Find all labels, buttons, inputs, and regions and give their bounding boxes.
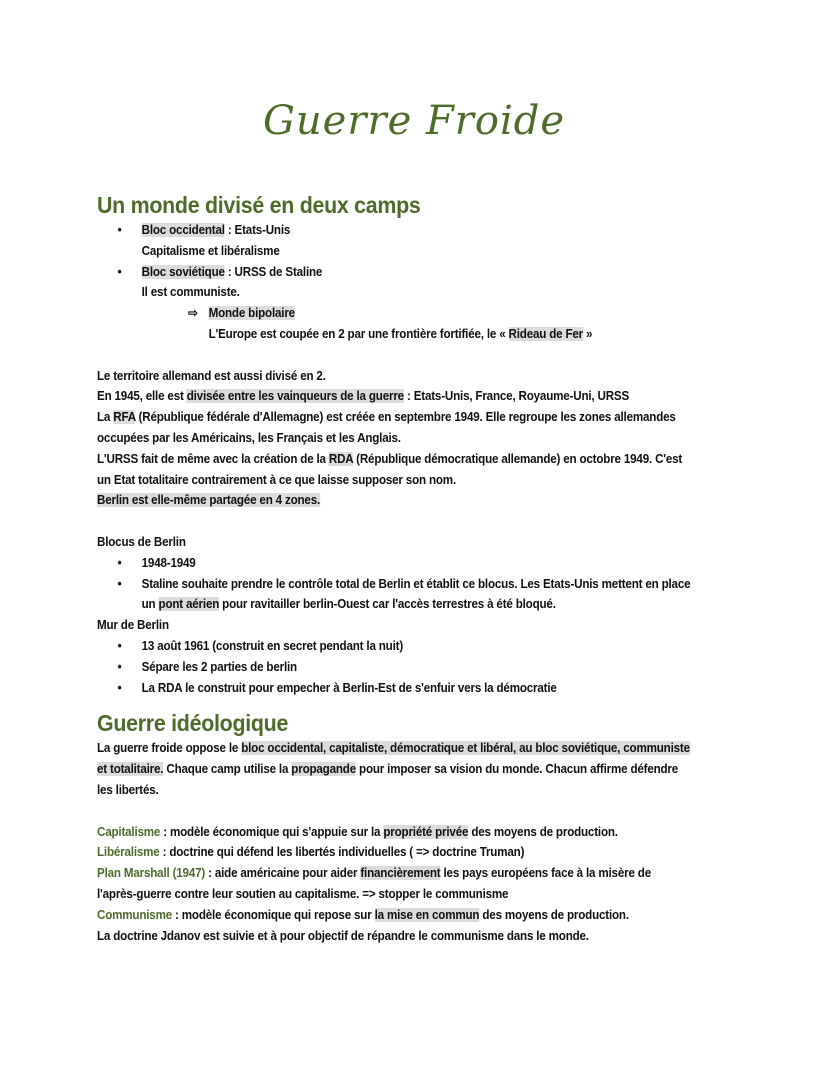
allemagne-line-rda: L'URSS fait de même avec la création de la RDA (République démocratique allemande) en octobre 1949. C'est un Etat totalitaire contrairement à ce que laisse supposer son nom. [97,451,683,487]
list-item-bloc-occidental [97,220,692,262]
list-item: • La RDA le construit pour empecher à Berlin-Est de s'enfuir vers la démocratie [97,678,692,699]
berlin-zones-highlight: Berlin est elle-même partagée en 4 zones. [97,493,321,508]
rideau-de-fer: Rideau de Fer [508,326,583,341]
definition-liberalisme: Libéralisme : doctrine qui défend les libertés individuelles ( => doctrine Truman) [97,845,525,860]
propriete-privee-highlight: propriété privée [383,824,469,839]
ideologique-paragraph: La guerre froide oppose le bloc occidental, capitaliste, démocratique et libéral, au bloc soviétique, communiste et totalitaire. Chaque camp utilise la propagande pour imposer sa vision du monde. Chacun affirme défendre les libertés. [97,741,690,797]
definition-plan-marshall: Plan Marshall (1947) : aide américaine pour aider financièrement les pays européens face à la misère de l'après-guerre contre leur soutien au capitalisme. => stopper le communisme [97,866,651,901]
definition-capitalisme: Capitalisme : modèle économique qui s'appuie sur la propriété privée des moyens de production. [97,824,618,839]
rfa-highlight: RFA [113,410,136,425]
term-communisme: Communisme [97,907,173,922]
term-capitalisme: Capitalisme [97,824,161,839]
section-heading-guerre-ideologique: Guerre idéologique [97,710,289,737]
page-title: Guerre Froide [262,98,566,144]
mur-heading: Mur de Berlin [97,618,169,633]
bloc-occidental-text: : Etats-Unis [224,223,291,237]
section-heading-monde-divise: Un monde divisé en deux camps [97,192,421,218]
allemagne-line-2: En 1945, elle est divisée entre les vainqueurs de la guerre : Etats-Unis, France, Royaume-Uni, URSS [97,389,630,404]
financierement-highlight: financièrement [360,866,441,881]
mise-en-commun-highlight: la mise en commun [374,907,480,922]
rda-highlight: RDA [328,451,354,466]
propagande-highlight: propagande [291,762,356,777]
allemagne-line-1: Le territoire allemand est aussi divisé en 2. [97,368,326,383]
europe-text: L'Europe est coupée en 2 par une frontière fortifiée, le « [208,326,509,341]
allemagne-line-berlin [97,490,692,511]
allemagne-line-rfa: La RFA (République fédérale d'Allemagne) est créée en septembre 1949. Elle regroupe les zones allemandes occupées par les Américains, les Français et les Anglais. [97,410,676,445]
bloc-sovietique-text: : URSS de Staline [224,264,323,279]
list-item: • Staline souhaite prendre le contrôle total de Berlin et établit ce blocus. Les Etats-Unis mettent en place un pont aérien pour ravitailler berlin-Ouest car l'accès terrestres à été bloqué. [97,574,692,616]
term-plan-marshall: Plan Marshall (1947) [97,866,206,881]
list-item: • 13 août 1961 (construit en secret pendant la nuit) [97,636,692,657]
bloc-occidental-label: Bloc occidental [141,223,225,237]
list-item: • 1948-1949 [97,553,692,574]
bloc-sovietique-sub: Il est communiste. [141,285,240,300]
blocus-list [97,553,692,615]
europe-text-end: » [582,326,593,341]
monde-bipolaire-item [97,303,692,345]
definition-communisme: Communisme : modèle économique qui repose sur la mise en commun des moyens de production. [97,907,629,922]
jdanov-line: La doctrine Jdanov est suivie et à pour objectif de répandre le communisme dans le monde. [97,928,589,943]
mur-list [97,636,692,698]
allemagne-paragraph [97,366,692,512]
blocus-heading: Blocus de Berlin [97,534,186,549]
blocs-highlight: bloc occidental, capitaliste, démocratique et libéral, au bloc soviétique, communiste et totalitaire. [97,741,690,777]
term-liberalisme: Libéralisme [97,845,160,860]
pont-aerien-highlight: pont aérien [158,597,220,612]
bloc-sovietique-label: Bloc soviétique [141,264,225,279]
monde-bipolaire-label: Monde bipolaire [208,306,295,321]
list-item: • Sépare les 2 parties de berlin [97,657,692,678]
arrow-icon: ⇨ [188,306,198,321]
blocs-list [97,220,692,303]
document-body [97,190,692,946]
list-item-bloc-sovietique [97,262,692,304]
vainqueurs-highlight: divisée entre les vainqueurs de la guerre [186,389,404,404]
bloc-occidental-sub: Capitalisme et libéralisme [141,243,280,258]
